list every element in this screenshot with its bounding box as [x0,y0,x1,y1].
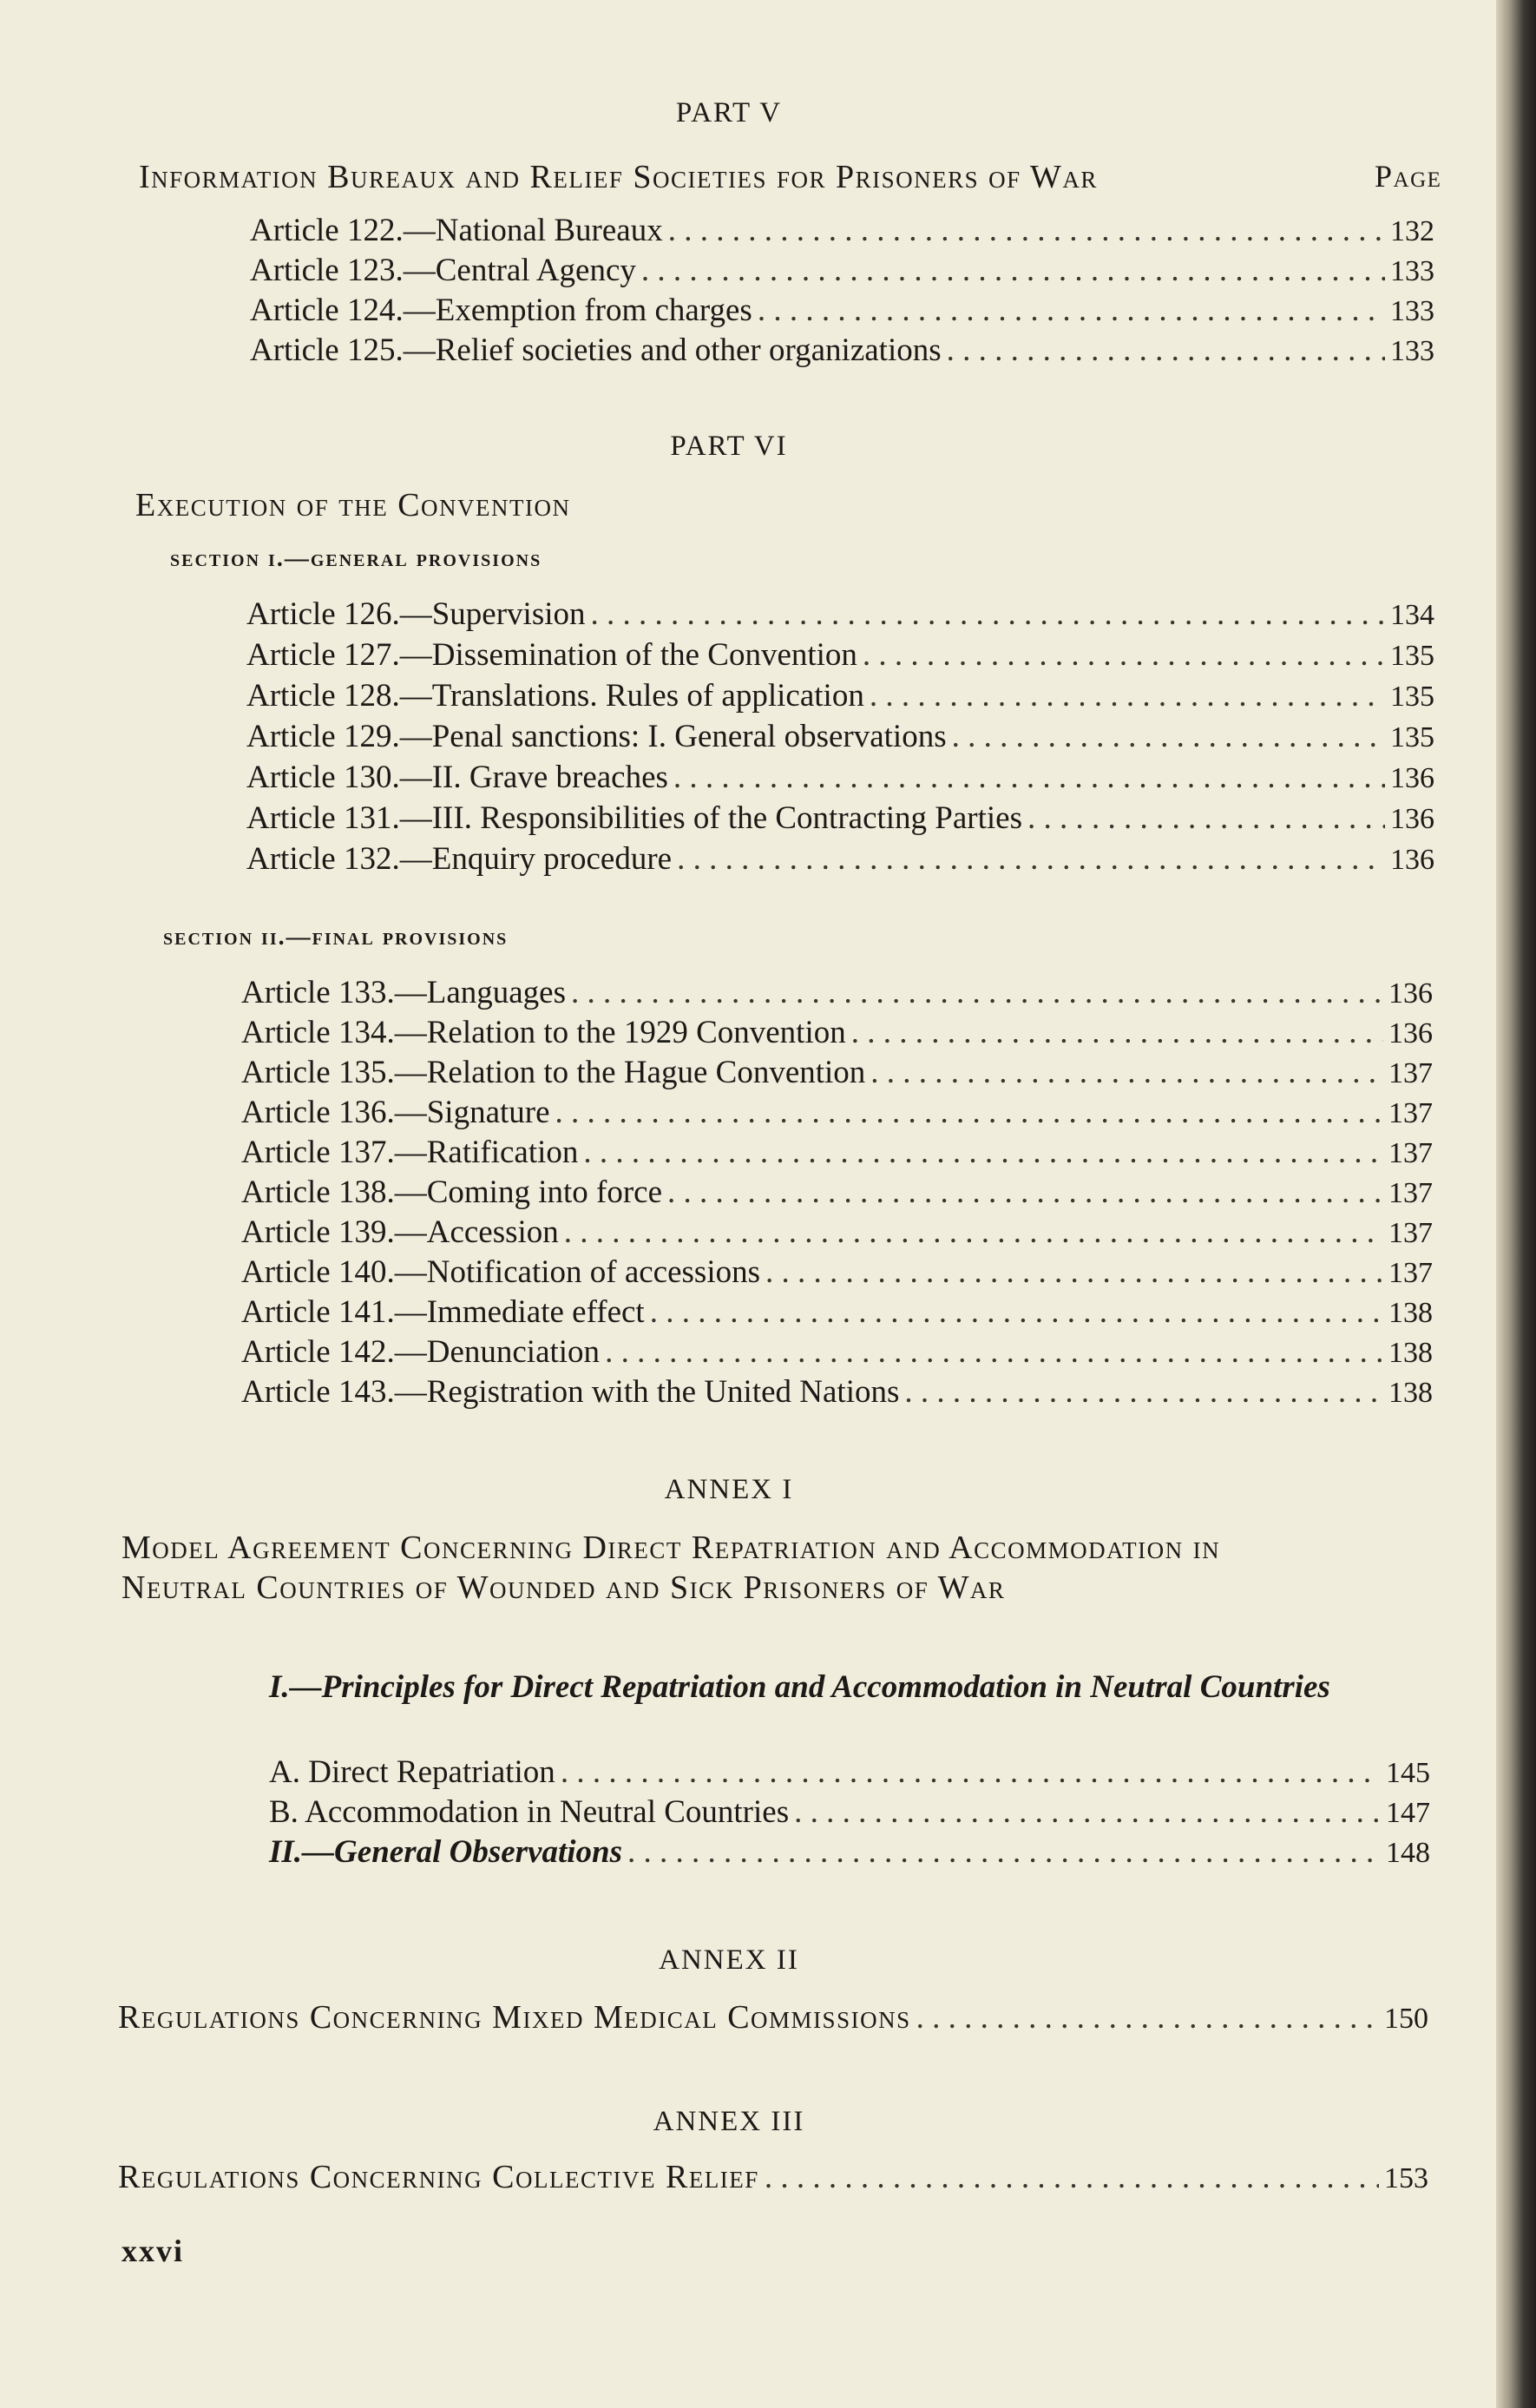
toc-row[interactable]: Article 134.—Relation to the 1929 Convention . . . 136 [241,1014,1433,1051]
part6-heading: PART VI [670,431,788,462]
toc-row[interactable]: Article 131.—III. Responsibilities of the Contracting Parties . . . 136 [246,799,1434,837]
toc-row[interactable]: Article 130.—II. Grave breaches . . . 136 [246,759,1434,796]
part5-title: Information Bureaux and Relief Societies for Prisoners of War [139,159,1098,195]
toc-row[interactable]: II.—General Observations . . . 148 [269,1833,1430,1871]
annex1-heading: ANNEX I [664,1474,794,1505]
toc-row[interactable]: Article 122.—National Bureaux . . . 132 [250,212,1434,249]
toc-row[interactable]: Article 141.—Immediate effect . . . 138 [241,1293,1433,1331]
annex1-title: Model Agreement Concerning Direct Repatriation and Accommodation in Neutral Countries of Wounded and Sick Prisoners of War [121,1530,1221,1606]
toc-row[interactable]: Article 140.—Notification of accessions . . . 137 [241,1253,1433,1291]
toc-row[interactable]: Article 127.—Dissemination of the Convention . . . 135 [246,636,1434,674]
part5-heading: PART V [675,97,783,128]
annex1-subhead: I.—Principles for Direct Repatriation and Accommodation in Neutral Countries [269,1669,1330,1705]
page-binding-edge [1496,0,1536,2408]
toc-row[interactable]: B. Accommodation in Neutral Countries . . . 147 [269,1793,1430,1831]
toc-row[interactable]: Article 137.—Ratification . . . 137 [241,1134,1433,1171]
toc-row[interactable]: Article 123.—Central Agency . . . 133 [250,252,1434,289]
toc-row[interactable]: Article 124.—Exemption from charges . . . 133 [250,292,1434,329]
toc-row[interactable]: Article 128.—Translations. Rules of application . . . 135 [246,677,1434,714]
toc-row[interactable]: Article 139.—Accession . . . 137 [241,1214,1433,1251]
toc-row[interactable]: Article 135.—Relation to the Hague Convention . . . 137 [241,1054,1433,1091]
toc-row[interactable]: Article 138.—Coming into force . . . 137 [241,1174,1433,1211]
toc-row[interactable]: Article 125.—Relief societies and other organizations . . . 133 [250,332,1434,369]
toc-row[interactable]: Article 129.—Penal sanctions: I. General observations . . . 135 [246,718,1434,755]
annex2-heading: ANNEX II [659,1944,799,1976]
page-column-label: Page [1375,159,1442,194]
section2-title: section ii.—final provisions [163,924,509,951]
toc-row[interactable]: Regulations Concerning Mixed Medical Commissions . . . 150 [118,1998,1428,2036]
toc-row[interactable]: Article 126.—Supervision . . . 134 [246,595,1434,633]
toc-row[interactable]: Article 136.—Signature . . . 137 [241,1094,1433,1131]
page-folio: xxvi [121,2234,185,2268]
toc-row[interactable]: Article 133.—Languages . . . 136 [241,974,1433,1011]
annex3-heading: ANNEX III [653,2106,805,2137]
toc-row[interactable]: A. Direct Repatriation . . . 145 [269,1753,1430,1791]
toc-row[interactable]: Regulations Concerning Collective Relief . . . 153 [118,2158,1428,2196]
toc-row[interactable]: Article 143.—Registration with the United Nations . . . 138 [241,1373,1433,1411]
toc-row[interactable]: Article 142.—Denunciation . . . 138 [241,1333,1433,1371]
toc-row[interactable]: Article 132.—Enquiry procedure . . . 136 [246,840,1434,878]
part6-title: Execution of the Convention [135,487,571,523]
section1-title: section i.—general provisions [170,545,542,572]
